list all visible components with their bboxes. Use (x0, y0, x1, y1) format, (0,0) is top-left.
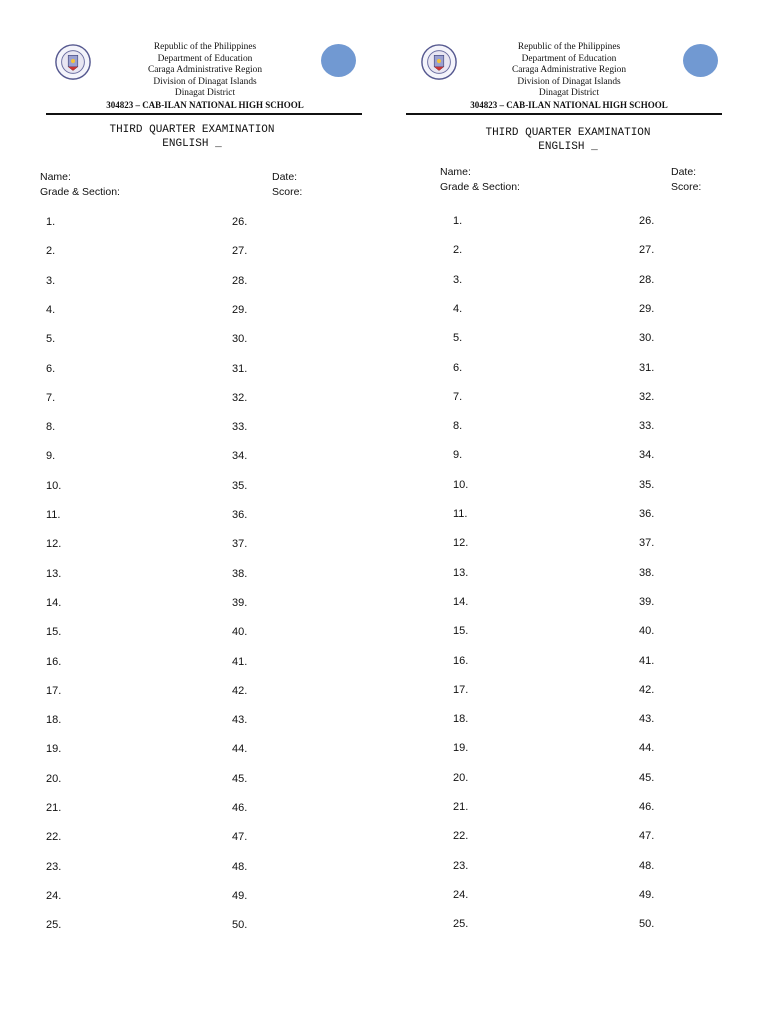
answer-number: 25. (453, 918, 469, 931)
answer-number: 36. (232, 509, 248, 521)
answer-number: 8. (46, 421, 56, 434)
answer-number: 2. (46, 245, 56, 258)
answer-number: 48. (232, 860, 248, 873)
exam-title-text: THIRD QUARTER EXAMINATION (485, 127, 651, 139)
school-header (80, 42, 330, 111)
date-field-label: Date: (671, 166, 697, 178)
header-region: Caraga Administrative Region (511, 65, 627, 75)
answer-number: 1. (453, 215, 463, 227)
photo-circle (683, 44, 718, 77)
answer-number: 28. (232, 274, 248, 287)
exam-subject-text: ENGLISH _ (162, 138, 222, 150)
answer-number: 11. (453, 508, 468, 520)
answer-number: 23. (46, 860, 62, 873)
header-department: Department of Education (521, 53, 617, 64)
header-district: Dinagat District (174, 88, 236, 98)
answer-number: 33. (639, 420, 655, 433)
answer-number: 7. (453, 390, 463, 403)
score-field-label: Score: (272, 186, 303, 198)
answer-number: 28. (639, 273, 655, 286)
answer-number: 20. (46, 772, 62, 785)
answer-number: 25. (46, 919, 62, 932)
answer-number: 35. (639, 478, 655, 491)
answer-number: 41. (232, 655, 248, 668)
answer-number: 40. (639, 625, 655, 638)
answer-number: 13. (46, 567, 62, 580)
answer-number: 16. (46, 655, 62, 668)
header-school: 304823 – CAB-ILAN NATIONAL HIGH SCHOOL (106, 99, 304, 110)
answer-sheet-left (40, 0, 370, 1024)
answer-number: 39. (232, 596, 248, 609)
answer-number: 22. (453, 830, 469, 843)
answer-number: 15. (453, 625, 469, 638)
answer-number: 18. (453, 713, 469, 726)
answer-number: 34. (232, 450, 248, 463)
answer-number: 46. (232, 802, 248, 814)
answer-number: 12. (46, 538, 62, 551)
answer-number: 3. (46, 274, 56, 287)
answer-number: 17. (46, 684, 62, 697)
answer-sheet-right (400, 0, 730, 1024)
header-divider (46, 113, 362, 115)
answer-number: 45. (232, 772, 248, 785)
answer-number: 26. (232, 216, 248, 228)
answer-number: 44. (639, 742, 655, 755)
header-department: Department of Education (157, 53, 253, 64)
name-field-label: Name: (40, 171, 71, 183)
answer-number: 30. (232, 333, 248, 346)
name-field-label: Name: (440, 166, 471, 178)
answer-number: 16. (453, 654, 469, 667)
header-division: Division of Dinagat Islands (153, 76, 257, 87)
answer-number: 50. (232, 919, 248, 932)
photo-circle (321, 44, 356, 77)
answer-number: 14. (453, 595, 469, 608)
grade-section-field-label: Grade & Section: (40, 186, 120, 198)
answer-number: 7. (46, 391, 56, 404)
answer-number: 30. (639, 332, 655, 345)
answer-number: 12. (453, 537, 469, 550)
answer-number: 38. (639, 566, 655, 579)
answer-number: 32. (639, 390, 655, 403)
answer-number: 21. (46, 802, 62, 814)
answer-number: 22. (46, 831, 62, 844)
header-republic: Republic of the Philippines (517, 42, 621, 52)
answer-number: 27. (639, 244, 655, 257)
answer-number: 13. (453, 566, 469, 579)
answer-number: 5. (46, 333, 56, 346)
exam-title-text: THIRD QUARTER EXAMINATION (109, 124, 275, 136)
answer-number: 31. (232, 362, 248, 375)
answer-number: 44. (232, 743, 248, 756)
date-field-label: Date: (272, 171, 298, 183)
header-divider (406, 113, 722, 115)
answer-number: 9. (453, 449, 463, 462)
exam-title (418, 126, 718, 154)
header-republic: Republic of the Philippines (153, 42, 257, 52)
answer-number: 1. (46, 216, 56, 228)
answer-number: 4. (46, 303, 56, 316)
answer-number: 37. (232, 538, 248, 551)
answer-number: 43. (232, 714, 248, 727)
answer-number: 24. (453, 888, 469, 901)
answer-number: 47. (232, 831, 248, 844)
answer-number: 43. (639, 713, 655, 726)
answer-number: 21. (453, 801, 469, 813)
grade-section-field-label: Grade & Section: (440, 181, 520, 193)
answer-number: 14. (46, 596, 62, 609)
answer-number: 49. (232, 889, 248, 902)
answer-number: 10. (453, 478, 469, 491)
answer-number: 49. (639, 888, 655, 901)
answer-number: 6. (453, 361, 463, 374)
answer-number: 50. (639, 918, 655, 931)
answer-number: 19. (46, 743, 62, 756)
exam-title (42, 123, 342, 151)
answer-number: 36. (639, 508, 655, 520)
answer-number: 26. (639, 215, 655, 227)
answer-number: 10. (46, 479, 62, 492)
answer-number: 46. (639, 801, 655, 813)
answer-number: 27. (232, 245, 248, 258)
header-school: 304823 – CAB-ILAN NATIONAL HIGH SCHOOL (470, 99, 668, 110)
answer-number: 47. (639, 830, 655, 843)
score-field-label: Score: (671, 181, 702, 193)
answer-number: 42. (232, 684, 248, 697)
answer-number: 40. (232, 626, 248, 639)
school-header (444, 42, 694, 111)
answer-number: 41. (639, 654, 655, 667)
answer-number: 39. (639, 595, 655, 608)
answer-number: 32. (232, 391, 248, 404)
answer-number: 24. (46, 889, 62, 902)
answer-number: 34. (639, 449, 655, 462)
answer-number: 5. (453, 332, 463, 345)
answer-number: 18. (46, 714, 62, 727)
answer-number: 6. (46, 362, 56, 375)
answer-number: 2. (453, 244, 463, 257)
answer-number: 35. (232, 479, 248, 492)
answer-number: 19. (453, 742, 469, 755)
answer-number: 33. (232, 421, 248, 434)
answer-number: 4. (453, 302, 463, 315)
answer-number: 48. (639, 859, 655, 872)
answer-number: 29. (639, 302, 655, 315)
header-region: Caraga Administrative Region (147, 65, 263, 75)
answer-number: 29. (232, 303, 248, 316)
answer-number: 17. (453, 683, 469, 696)
header-district: Dinagat District (538, 88, 600, 98)
answer-number: 15. (46, 626, 62, 639)
answer-number: 23. (453, 859, 469, 872)
answer-number: 3. (453, 273, 463, 286)
header-division: Division of Dinagat Islands (517, 76, 621, 87)
answer-number: 20. (453, 771, 469, 784)
answer-number: 31. (639, 361, 655, 374)
exam-subject-text: ENGLISH _ (538, 141, 598, 153)
answer-number: 8. (453, 420, 463, 433)
answer-number: 38. (232, 567, 248, 580)
answer-number: 45. (639, 771, 655, 784)
answer-number: 9. (46, 450, 56, 463)
answer-number: 42. (639, 683, 655, 696)
answer-number: 11. (46, 509, 61, 521)
answer-number: 37. (639, 537, 655, 550)
